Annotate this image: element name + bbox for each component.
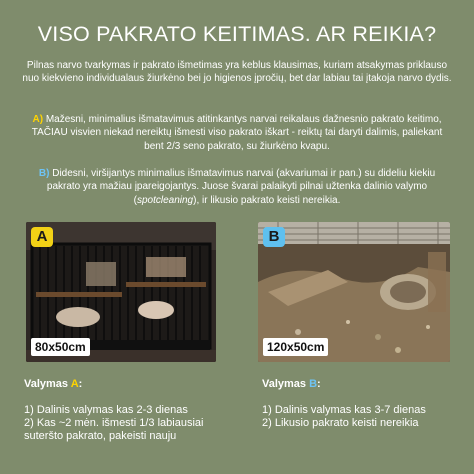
cleaning-a-heading-prefix: Valymas — [24, 378, 71, 390]
cleaning-b-column — [262, 378, 462, 430]
section-b-paragraph — [22, 167, 452, 207]
cleaning-b-item: 2) Likusio pakrato keisti nereikia — [262, 417, 419, 429]
photo-b-badge: B — [263, 227, 285, 247]
page-title: VISO PAKRATO KEITIMAS. AR REIKIA? — [37, 22, 437, 46]
cleaning-b-heading — [262, 378, 462, 391]
cleaning-b-heading-marker: B — [309, 378, 318, 390]
photo-b-dimensions: 120x50cm — [263, 338, 328, 356]
section-a-paragraph — [22, 113, 452, 153]
cleaning-a-item: 2) Kas ~2 mėn. išmesti 1/3 labiausiai suteršto pakrato, pakeisti nauju — [24, 417, 204, 442]
section-a-text: Mažesni, minimalius išmatavimus atitinkantys narvai reikalaus dažnesnio pakrato keitimo, TAČIAU visvien niekad nereiktų išmesti viso pakrato iškart - reiktų tai daryti dalimis, paliekant bent 2/3 seno pakrato, su žiurkėno kvapu. — [31, 114, 443, 152]
intro-paragraph: Pilnas narvo tvarkymas ir pakrato išmetimas yra keblus klausimas, kuriam atsakymas priklauso nuo kiekvieno individualaus žiurkėno bei jo higienos įpročių, bet dar labiau tai įtakoja narvo dydis. — [22, 60, 452, 85]
cleaning-a-heading-suffix: : — [78, 378, 83, 390]
section-b-text-italic: spotcleaning — [136, 194, 194, 206]
section-b-text-after: ), ir likusio pakrato keisti nereikia. — [193, 194, 341, 206]
cleaning-b-item: 1) Dalinis valymas kas 3-7 dienas — [262, 404, 426, 416]
section-b-marker: B) — [38, 168, 50, 179]
section-b-text-before: Didesni, viršijantys minimalius išmatavimus narvai (akvariumai ir pan.) su dideliu kiekiu pakrato yra mažiau įpareigojantys. Juose švarai palaikyti pilnai užtenka dalinio valymo ( — [46, 168, 436, 206]
cleaning-a-heading — [24, 378, 234, 391]
cage-photo-b — [258, 222, 450, 362]
cleaning-a-column — [24, 378, 234, 443]
cleaning-a-item: 1) Dalinis valymas kas 2-3 dienas — [24, 404, 188, 416]
photo-a-badge: A — [31, 227, 53, 247]
photo-a-dimensions: 80x50cm — [31, 338, 90, 356]
cleaning-a-heading-marker: A — [70, 378, 79, 390]
cleaning-b-heading-suffix: : — [317, 378, 321, 390]
section-a-marker: A) — [32, 114, 44, 125]
cleaning-b-heading-prefix: Valymas — [262, 378, 310, 390]
cage-photo-a — [26, 222, 216, 362]
